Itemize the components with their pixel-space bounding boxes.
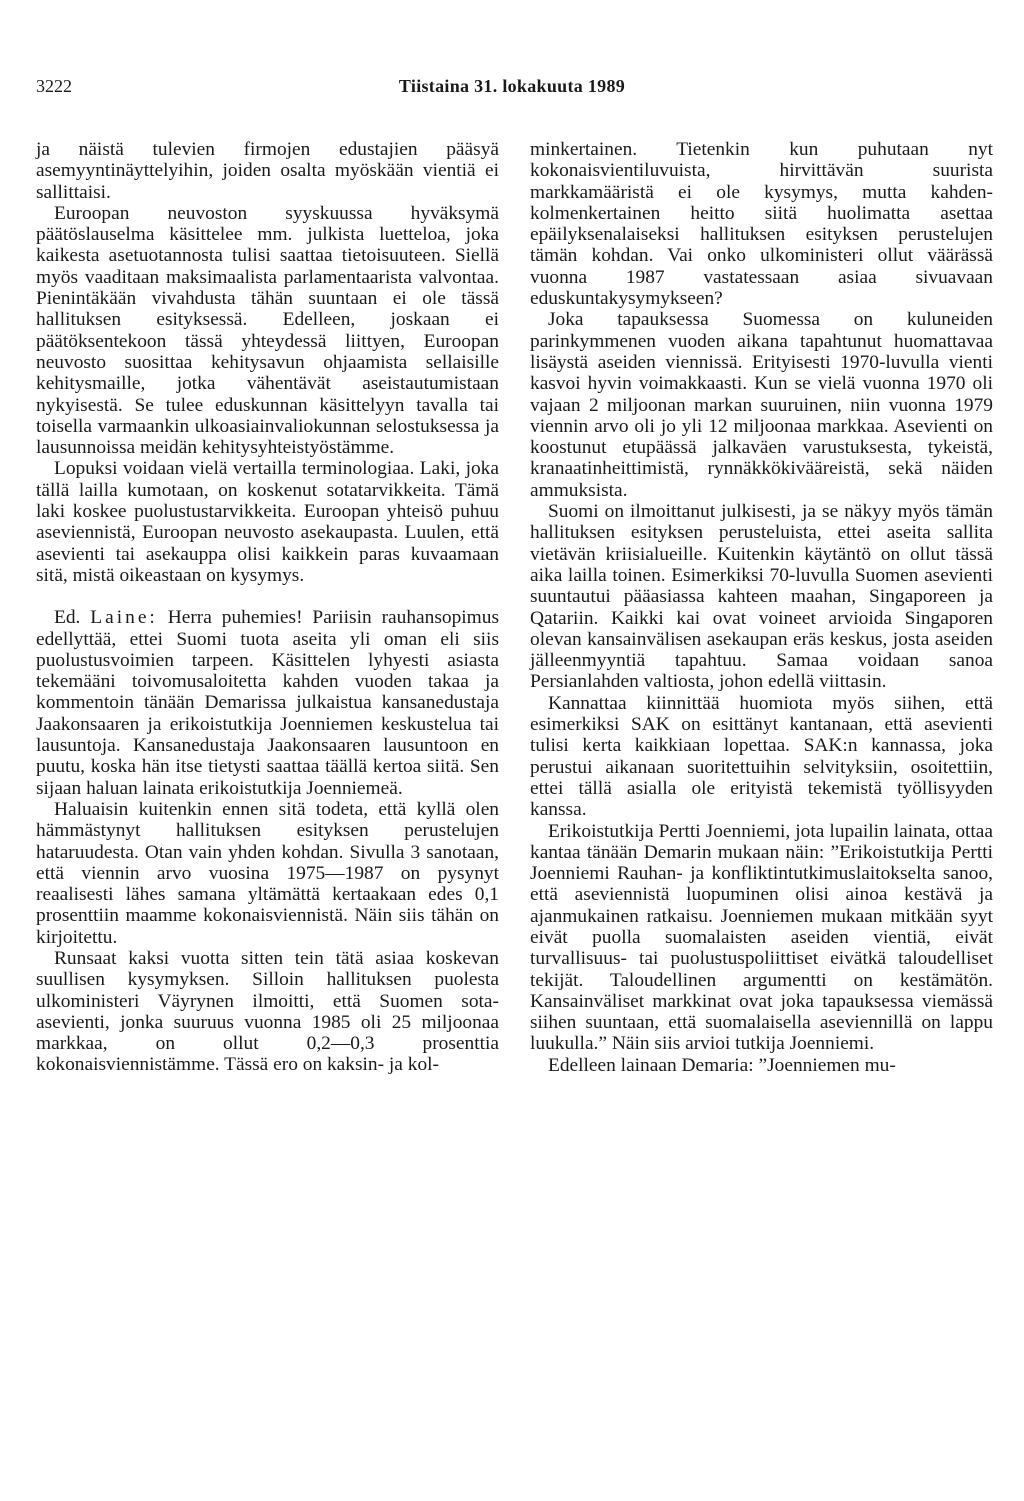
speech-text: Herra puhemies! Pariisin rauhansopimus edellyttää, ettei Suomi tuota aseita yli oman eli siis puolustusvoimien tarpeen. Käsittelen lyhyesti asiasta tekemääni toivomusaloitetta kahden vuoden takaa ja kommentoin tänään Demarissa julkaistua kansanedustaja Jaakonsaaren ja erikoistutkija Joenniemen keskustelua tai lausuntoja. Kansanedustaja Jaakonsaaren lausuntoon en puutu, koska hän itse tietysti saattaa täällä kertoa siitä. Sen sijaan haluan lainata erikoistutkija Joenniemeä. — [36, 607, 499, 799]
paragraph: Joka tapauksessa Suomessa on kuluneiden parinkymmenen vuoden aikana tapahtunut huomattavaa lisäystä aseiden viennissä. Erityisesti 1970-luvulla vienti kasvoi hyvin voimakkaasti. Kun se vielä vuonna 1970 oli vajaan 2 miljoonan markan suuruinen, niin vuonna 1979 viennin arvo oli jo yli 12 miljoonaa markkaa. Asevienti on koostunut etupäässä jalkaväen varustuksesta, tykeistä, kranaatinheittimistä, rynnäkkökivääreistä, sekä näiden ammuksista. — [530, 309, 993, 501]
paragraph: Kannattaa kiinnittää huomiota myös siihen, että esimerkiksi SAK on esittänyt kantanaan, että asevienti tulisi kerta kaikkiaan lopettaa. SAK:n kannassa, joka perustui aikanaan suoritettuihin selvityksiin, osoitettiin, ettei tällä asialla ole erityistä tekemistä työllisyyden kanssa. — [530, 692, 993, 821]
paragraph: minkertainen. Tietenkin kun puhutaan nyt kokonaisvientiluvuista, hirvittävän suurista markkamääristä ei ole kysymys, mutta kahden- kolmenkertainen heitto siitä huolimatta asettaa epäilyksenalaiseksi hallituksen esityksen perustelujen tämän kohdan. Vai onko ulkoministeri ollut väärässä vuonna 1987 vastatessaan asiaa sivuavaan eduskuntakysymykseen? — [530, 139, 993, 310]
paragraph: Haluaisin kuitenkin ennen sitä todeta, että kyllä olen hämmästynyt hallituksen esityksen perustelujen hataruudesta. Otan vain yhden kohdan. Sivulla 3 sanotaan, että viennin arvo vuosina 1975—1987 on pysynyt reaalisesti lähes samana yltämättä kertaakaan edes 0,1 prosenttiin maamme kokonaisviennistä. Näin siis tähän on kirjoitettu. — [36, 798, 499, 948]
right-column — [530, 139, 993, 1076]
paragraph: Euroopan neuvoston syyskuussa hyväksymä päätöslauselma käsittelee mm. julkista luetteloa, joka kaikesta asetuotannosta tulisi saattaa tietoisuuteen. Siellä myös vaaditaan maksimaalista parlamentaarista valvontaa. Pienintäkään vivahdusta tähän suuntaan ei ole tässä hallituksen esityksessä. Edelleen, joskaan ei päätöksentekoon tässä yhteydessä liittyen, Euroopan neuvosto suosittaa kehitysavun ohjaamista sellaisille kehitysmaille, jotka vähentävät aseistautumistaan nykyisestä. Se tulee eduskunnan käsittelyyn tavalla tai toisella varmaankin ulkoasiainvaliokunnan selostuksessa ja lausunnoissa meidän kehitysyhteistyöstämme. — [36, 202, 499, 459]
speaker-paragraph — [36, 607, 499, 799]
paragraph: Runsaat kaksi vuotta sitten tein tätä asiaa koskevan suullisen kysymyksen. Silloin hallituksen puolesta ulkoministeri Väyrynen ilmoitti, että Suomen sota-asevienti, jonka suuruus vuonna 1985 oli 25 miljoonaa markkaa, on ollut 0,2—0,3 prosenttia kokonaisviennistämme. Tässä ero on kaksin- ja kol- — [36, 947, 499, 1076]
left-column — [36, 139, 499, 1076]
page-number: 3222 — [36, 76, 72, 96]
paragraph: ja näistä tulevien firmojen edustajien pääsyä asemyyntinäyttelyihin, joiden osalta myöskään vientiä ei sallittaisi. — [36, 139, 499, 203]
paragraph: Edelleen lainaan Demaria: ”Joenniemen mu- — [548, 1054, 896, 1076]
paragraph: Suomi on ilmoittanut julkisesti, ja se näkyy myös tämän hallituksen esityksen perusteluista, ettei aseita sallita vietävän kriisialueille. Kuitenkin käytäntö on ollut tässä aika lailla toinen. Esimerkiksi 70-luvulla Suomen asevienti suuntautui pääasiassa kahteen maahan, Singaporeen ja Qatariin. Kaikki kai ovat voineet arvioida Singaporen olevan kansainvälisen asekaupan eräs keskus, josta aseiden jälleenmyyntiä tapahtuu. Samaa voidaan sanoa Persianlahden valtiosta, johon edellä viittasin. — [530, 501, 993, 693]
paragraph: Lopuksi voidaan vielä vertailla terminologiaa. Laki, joka tällä lailla kumotaan, on koskenut sotatarvikkeita. Tämä laki koskee puolustustarvikkeita. Euroopan yhteisö puhuu aseviennistä, Euroopan neuvosto asekaupasta. Luulen, että asevienti tai asekauppa olisi kaikkein paras kuvaamaan sitä, mistä oikeastaan on kysymys. — [36, 458, 499, 586]
session-date: Tiistaina 31. lokakuuta 1989 — [398, 76, 626, 96]
paragraph: Erikoistutkija Pertti Joenniemi, jota lupailin lainata, ottaa kantaa tänään Demarin mukaan näin: ”Erikoistutkija Pertti Joenniemi Rauhan- ja konfliktintutkimuslaitokselta sanoo, että aseviennistä luopuminen olisi ainoa kestävä ja ajanmukainen ratkaisu. Joenniemen mukaan mitkään syyt eivät puolla suomalaisten aseiden vientiä, eivät turvallisuus- tai puolustuspoliittiset eivätkä taloudelliset tekijät. Taloudellinen argumentti on kestämätön. Kansainväliset markkinat ovat joka tapauksessa viemässä siihen suuntaan, että suomalaisella aseviennillä on lappu luukulla.” Näin siis arvioi tutkija Joenniemi. — [530, 820, 993, 1055]
speaker-name: Laine: — [90, 607, 158, 629]
speaker-title: Ed. — [54, 607, 81, 629]
page-header — [36, 76, 988, 106]
